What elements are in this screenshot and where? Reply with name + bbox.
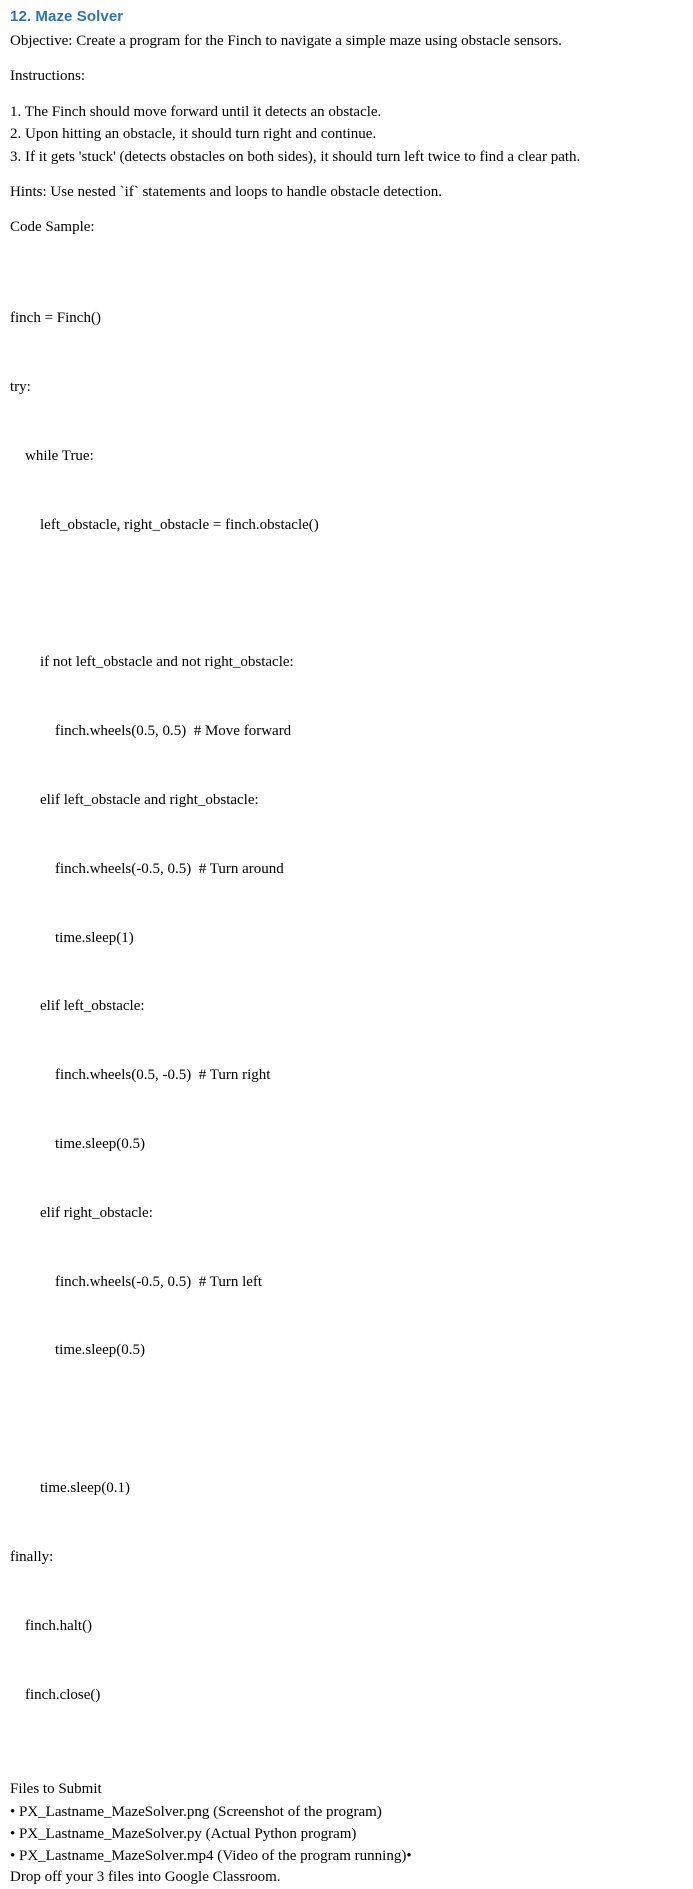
code-line: finch = Finch() xyxy=(10,310,101,327)
code-line xyxy=(10,583,683,606)
code-line: elif right_obstacle: xyxy=(10,1204,153,1221)
instructions-label: Instructions: xyxy=(10,67,85,84)
code-line: finch.wheels(0.5, -0.5) # Turn right xyxy=(10,1067,271,1084)
list-item: • PX_Lastname_MazeSolver.png (Screenshot of the program) xyxy=(10,1804,382,1821)
code-line: elif left_obstacle: xyxy=(10,998,145,1015)
page-title: 12. Maze Solver xyxy=(10,8,124,25)
code-line: elif left_obstacle and right_obstacle: xyxy=(10,791,259,808)
code-line: time.sleep(0.5) xyxy=(10,1136,145,1153)
code-line: finally: xyxy=(10,1548,54,1565)
objective-text: Objective: Create a program for the Finch to navigate a simple maze using obstacle sensors. xyxy=(10,33,562,49)
files-to-submit-label: Files to Submit xyxy=(10,1781,102,1798)
code-line: time.sleep(1) xyxy=(10,929,134,946)
list-item: 2. Upon hitting an obstacle, it should turn right and continue. xyxy=(10,126,377,143)
list-item: 3. If it gets 'stuck' (detects obstacles on both sides), it should turn left twice to find a clear path. xyxy=(10,149,581,166)
code-line: finch.halt() xyxy=(10,1617,93,1634)
code-line: left_obstacle, right_obstacle = finch.obstacle() xyxy=(10,516,319,533)
code-line: try: xyxy=(10,379,31,396)
code-line: time.sleep(0.5) xyxy=(10,1342,145,1359)
code-sample-label: Code Sample: xyxy=(10,218,95,235)
code-sample-block xyxy=(10,261,683,1752)
code-line: finch.wheels(-0.5, 0.5) # Turn left xyxy=(10,1273,263,1290)
footer-instruction: Drop off your 3 files into Google Classroom. xyxy=(10,1869,281,1886)
files-spacer xyxy=(10,1765,683,1779)
code-line: if not left_obstacle and not right_obstacle: xyxy=(10,654,294,671)
hints-text: Hints: Use nested `if` statements and loops to handle obstacle detection. xyxy=(10,183,442,200)
files-list xyxy=(10,1801,683,1867)
code-line: finch.wheels(0.5, 0.5) # Move forward xyxy=(10,723,292,740)
list-item: 1. The Finch should move forward until it detects an obstacle. xyxy=(10,103,382,120)
code-line: finch.wheels(-0.5, 0.5) # Turn around xyxy=(10,860,284,877)
instructions-list xyxy=(10,101,683,169)
list-item: • PX_Lastname_MazeSolver.mp4 (Video of the program running)• xyxy=(10,1848,412,1865)
code-line: finch.close() xyxy=(10,1686,101,1703)
code-line xyxy=(10,1408,683,1431)
code-line: time.sleep(0.1) xyxy=(10,1480,130,1497)
code-spacer xyxy=(10,251,683,261)
code-line: while True: xyxy=(10,447,94,464)
list-item: • PX_Lastname_MazeSolver.py (Actual Python program) xyxy=(10,1826,357,1843)
